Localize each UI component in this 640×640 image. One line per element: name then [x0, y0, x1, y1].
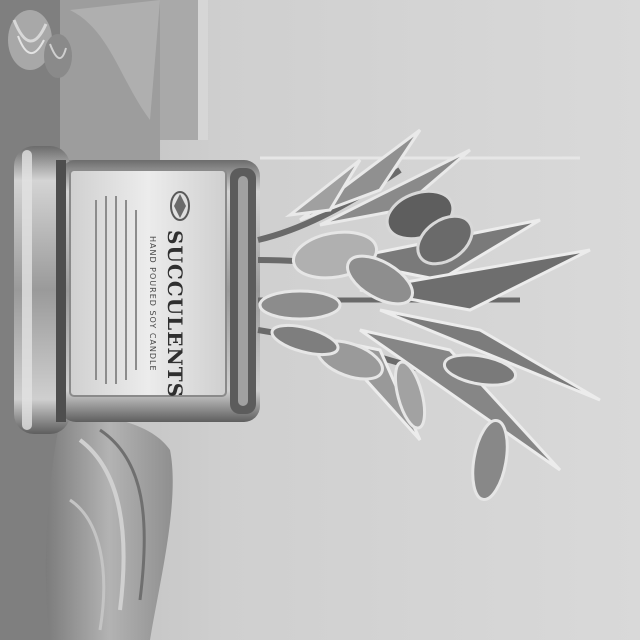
tin-label: [70, 170, 226, 399]
label-subtitle-text: HAND POURED SOY CANDLE: [148, 236, 157, 372]
label-brand-text: SUCCULENTS: [163, 230, 187, 399]
folded-cloth: [46, 416, 173, 640]
candle-tin: [14, 146, 260, 434]
